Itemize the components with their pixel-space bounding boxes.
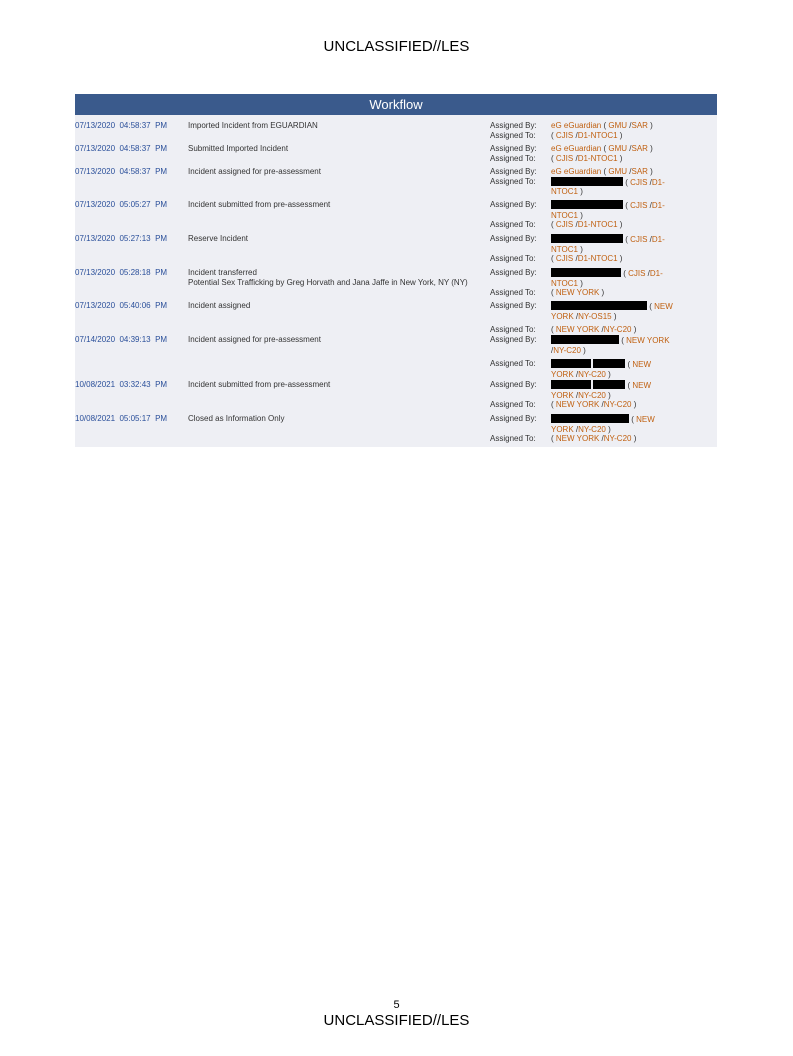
redaction-box [551, 359, 591, 368]
entry-description: Reserve Incident [188, 234, 249, 243]
entry-assignment: Assigned By: ( NEW YORK /NY-C20 ) Assigned To: ( NEW YORK /NY-C20 ) [490, 335, 670, 379]
assigned-to-label: Assigned To: [490, 220, 536, 229]
entry-timestamp: 10/08/2021 03:32:43 PM [75, 380, 168, 389]
unit-link[interactable]: NTOC1 [551, 278, 578, 288]
entry-timestamp: 07/13/2020 04:58:37 PM [75, 121, 168, 130]
entry-assignment: Assigned By: ( CJIS /D1- NTOC1 ) Assigned To: ( CJIS /D1-NTOC1 ) [490, 234, 665, 263]
org-link[interactable]: CJIS [630, 235, 648, 244]
redaction-box [593, 380, 625, 389]
entry-assignment: Assigned By: eG eGuardian ( GMU /SAR ) Assigned To: ( CJIS /D1-NTOC1 ) [490, 144, 653, 163]
org-link[interactable]: NEW YORK [555, 434, 600, 443]
assigned-to-label: Assigned To: [490, 359, 536, 368]
entry-description: Incident submitted from pre-assessment [188, 380, 331, 389]
entry-description: Incident transferred [188, 268, 257, 277]
org-link[interactable]: NEW YORK [555, 288, 600, 297]
org-link[interactable]: NEW [632, 360, 652, 369]
org-link[interactable]: CJIS [555, 153, 574, 163]
org-link[interactable]: GMU [608, 121, 628, 130]
org-link[interactable]: CJIS [555, 130, 574, 140]
assigned-by-label: Assigned By: [490, 414, 537, 423]
assigned-by-label: Assigned By: [490, 144, 537, 153]
entry-timestamp: 07/13/2020 05:40:06 PM [75, 301, 168, 310]
assigned-to-label: Assigned To: [490, 176, 536, 186]
page-number: 5 [393, 999, 400, 1011]
org-link[interactable]: CJIS [628, 269, 646, 278]
unit-link[interactable]: SAR [631, 167, 648, 176]
unit-link[interactable]: NY-C20 [603, 434, 632, 443]
unit-link[interactable]: NY-C20 [578, 369, 606, 379]
unit-link[interactable]: D1- [651, 201, 665, 210]
org-link[interactable]: CJIS [630, 201, 648, 210]
assigned-to-label: Assigned To: [490, 400, 536, 409]
redaction-box [593, 359, 625, 368]
assigned-by-label: Assigned By: [490, 200, 537, 209]
workflow-title: Workflow [75, 94, 717, 115]
assigner-name-link[interactable]: eG eGuardian [551, 144, 602, 153]
assigned-to-label: Assigned To: [490, 434, 536, 443]
assigned-to-label: Assigned To: [490, 254, 536, 263]
entry-assignment: Assigned By: eG eGuardian ( GMU /SAR ) Assigned To: ( CJIS /D1- NTOC1 ) [490, 167, 665, 196]
redaction-box [551, 200, 623, 209]
redaction-box [551, 414, 629, 423]
unit-link[interactable]: D1- [649, 269, 663, 278]
org-link[interactable]: NEW YORK [555, 400, 600, 409]
entry-assignment: Assigned By: ( NEW YORK /NY-OS15 ) Assigned To: ( NEW YORK /NY-C20 ) [490, 301, 673, 334]
assigned-to-label: Assigned To: [490, 153, 536, 163]
org-link[interactable]: YORK [551, 311, 574, 321]
org-link[interactable]: CJIS [555, 254, 574, 263]
unit-link[interactable]: SAR [631, 121, 648, 130]
entry-description: Imported Incident from EGUARDIAN [188, 121, 318, 130]
redaction-box [551, 335, 619, 344]
entry-timestamp: 07/13/2020 05:05:27 PM [75, 200, 168, 209]
workflow-panel [75, 94, 717, 447]
assigner-name-link[interactable]: eG eGuardian [551, 167, 602, 176]
entry-description: Incident assigned [188, 301, 251, 310]
entry-note: Potential Sex Trafficking by Greg Horvath and Jana Jaffe in New York, NY (NY) [188, 277, 468, 287]
redaction-box [551, 301, 647, 310]
org-link[interactable]: YORK [551, 369, 574, 379]
entry-description: Incident assigned for pre-assessment [188, 335, 321, 344]
org-link[interactable]: GMU [608, 167, 628, 176]
org-link[interactable]: YORK [551, 424, 574, 434]
classification-banner-bottom: UNCLASSIFIED//LES [323, 1012, 470, 1029]
entry-timestamp: 10/08/2021 05:05:17 PM [75, 414, 168, 423]
unit-link[interactable]: NTOC1 [551, 210, 578, 220]
unit-link[interactable]: D1- [651, 177, 665, 187]
redaction-box [551, 380, 591, 389]
entry-assignment: Assigned By: ( CJIS /D1- NTOC1 ) Assigned To: ( CJIS /D1-NTOC1 ) [490, 200, 665, 229]
org-link[interactable]: NEW [636, 415, 655, 424]
unit-link[interactable]: NY-C20 [553, 345, 581, 355]
assigner-name-link[interactable]: eG eGuardian [551, 121, 602, 130]
unit-link[interactable]: NTOC1 [551, 244, 578, 254]
entry-description: Incident assigned for pre-assessment [188, 167, 321, 176]
entry-assignment: Assigned By: ( CJIS /D1- NTOC1 ) Assigned To: ( NEW YORK ) [490, 268, 663, 297]
unit-link[interactable]: NY-C20 [578, 424, 606, 434]
entry-description: Closed as Information Only [188, 414, 285, 423]
assigned-by-label: Assigned By: [490, 234, 537, 243]
unit-link[interactable]: D1- [651, 235, 665, 244]
assigned-by-label: Assigned By: [490, 301, 537, 310]
assigned-by-label: Assigned By: [490, 121, 537, 130]
assigned-to-label: Assigned To: [490, 130, 536, 140]
entry-assignment: Assigned By: ( NEW YORK /NY-C20 ) Assigned To: ( NEW YORK /NY-C20 ) [490, 380, 652, 409]
org-link[interactable]: NEW YORK [555, 325, 600, 334]
assigned-by-label: Assigned By: [490, 335, 537, 344]
unit-link[interactable]: D1-NTOC1 [577, 153, 618, 163]
redaction-box [551, 177, 623, 186]
org-link[interactable]: CJIS [630, 177, 648, 187]
unit-link[interactable]: NY-OS15 [578, 311, 612, 321]
assigned-to-label: Assigned To: [490, 325, 536, 334]
entry-assignment: Assigned By: ( NEW YORK /NY-C20 ) Assigned To: ( NEW YORK /NY-C20 ) [490, 414, 655, 443]
entry-timestamp: 07/13/2020 04:58:37 PM [75, 167, 168, 176]
org-link[interactable]: NEW [654, 302, 673, 311]
redaction-box [551, 268, 621, 277]
assigned-by-label: Assigned By: [490, 380, 537, 389]
org-link[interactable]: YORK [551, 390, 574, 400]
unit-link[interactable]: NY-C20 [603, 400, 632, 409]
unit-link[interactable]: D1-NTOC1 [577, 254, 618, 263]
org-link[interactable]: GMU [608, 144, 628, 153]
entry-timestamp: 07/13/2020 05:27:13 PM [75, 234, 168, 243]
org-link[interactable]: NEW YORK [626, 336, 670, 345]
unit-link[interactable]: NTOC1 [551, 187, 578, 196]
assigned-to-label: Assigned To: [490, 288, 536, 297]
unit-link[interactable]: NY-C20 [578, 390, 606, 400]
classification-banner-top: UNCLASSIFIED//LES [323, 38, 470, 55]
entry-description: Incident submitted from pre-assessment [188, 200, 331, 209]
unit-link[interactable]: SAR [631, 144, 648, 153]
entry-timestamp: 07/13/2020 04:58:37 PM [75, 144, 168, 153]
unit-link[interactable]: NY-C20 [603, 325, 632, 334]
org-link[interactable]: CJIS [555, 220, 574, 229]
org-link[interactable]: NEW [632, 381, 652, 390]
entry-timestamp: 07/14/2020 04:39:13 PM [75, 335, 168, 344]
unit-link[interactable]: D1-NTOC1 [577, 220, 618, 229]
assigned-by-label: Assigned By: [490, 268, 537, 277]
entry-timestamp: 07/13/2020 05:28:18 PM [75, 268, 168, 277]
entry-assignment: Assigned By: eG eGuardian ( GMU /SAR ) Assigned To: ( CJIS /D1-NTOC1 ) [490, 121, 653, 140]
redaction-box [551, 234, 623, 243]
unit-link[interactable]: D1-NTOC1 [577, 130, 618, 140]
assigned-by-label: Assigned By: [490, 167, 537, 176]
entry-description: Submitted Imported Incident [188, 144, 289, 153]
